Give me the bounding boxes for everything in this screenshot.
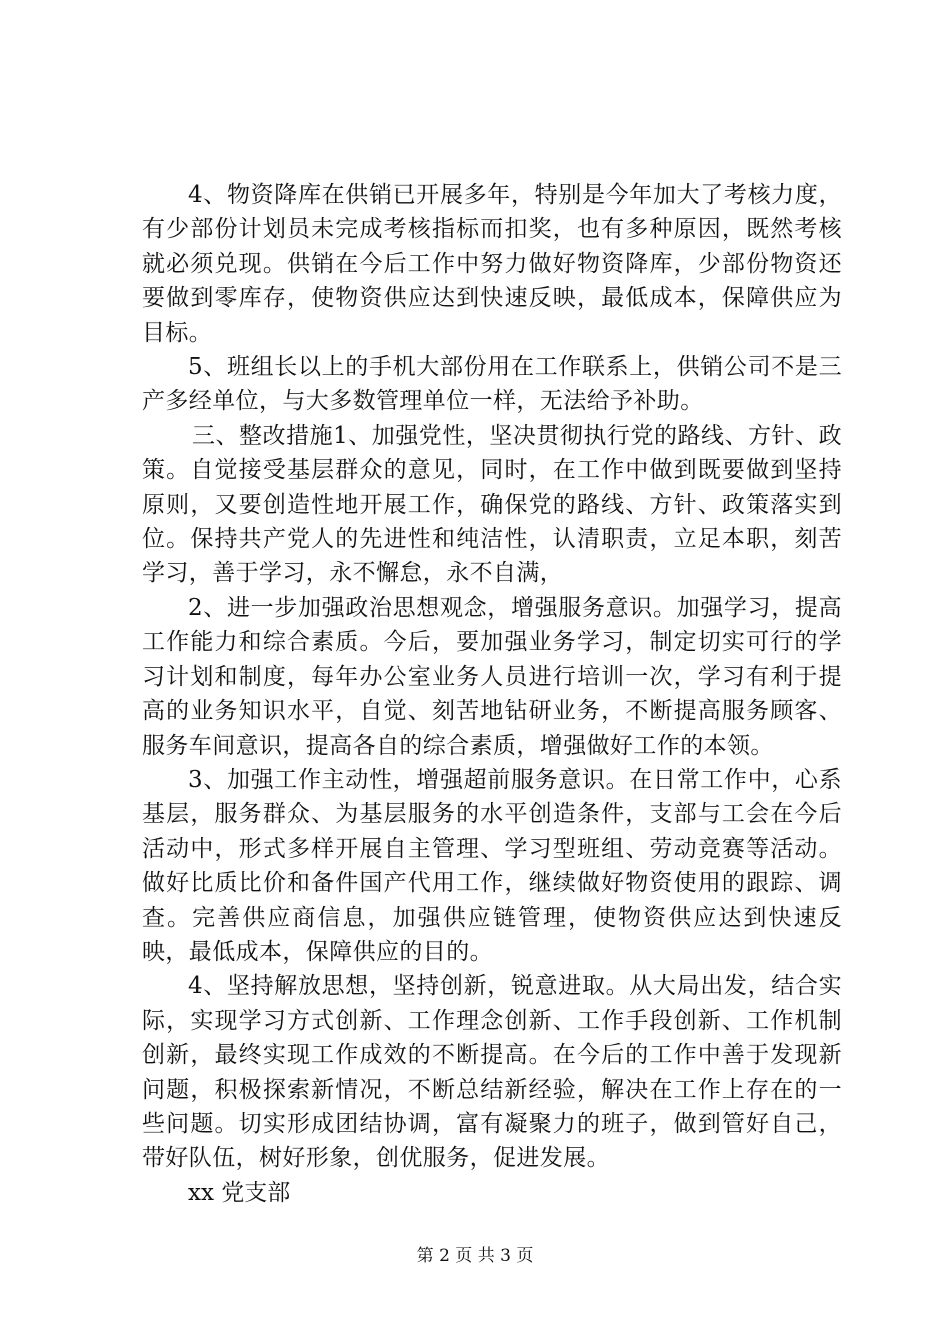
paragraph-material-inventory: 4、物资降库在供销已开展多年，特别是今年加大了考核力度，有少部份计划员未完成考核指标而扣奖，也有多种原因，既然考核就必须兑现。供销在今后工作中努力做好物资降库，少部份物资还要做到零库存，使物资供应达到快速反映，最低成本，保障供应为目标。 bbox=[142, 182, 842, 346]
paragraph-rectification-party-spirit: 三、整改措施1、加强党性，坚决贯彻执行党的路线、方针、政策。自觉接受基层群众的意见，同时，在工作中做到既要做到坚持原则，又要创造性地开展工作，确保党的路线、方针、政策落实到位。保持共产党人的先进性和纯洁性，认清职责，立足本职，刻苦学习，善于学习，永不懈怠，永不自满， bbox=[142, 422, 842, 587]
paragraph-innovation: 4、坚持解放思想，坚持创新，锐意进取。从大局出发，结合实际，实现学习方式创新、工作理念创新、工作手段创新、工作机制创新，最终实现工作成效的不断提高。在今后的工作中善于发现新问题，积极探索新情况，不断总结新经验，解决在工作上存在的一些问题。切实形成团结协调，富有凝聚力的班子，做到管好自己，带好队伍，树好形象，创优服务，促进发展。 bbox=[142, 973, 842, 1172]
paragraph-mobile-phone-subsidy: 5、班组长以上的手机大部份用在工作联系上，供销公司不是三产多经单位，与大多数管理单位一样，无法给予补助。 bbox=[142, 354, 842, 415]
document-body bbox=[142, 178, 842, 1210]
signature: xx 党支部 bbox=[188, 1179, 291, 1206]
page-footer: 第 2 页 共 3 页 bbox=[416, 1246, 534, 1266]
paragraph-political-thought: 2、进一步加强政治思想观念，增强服务意识。加强学习，提高工作能力和综合素质。今后，要加强业务学习，制定切实可行的学习计划和制度，每年办公室业务人员进行培训一次，学习有利于提高的业务知识水平，自觉、刻苦地钻研业务，不断提高服务顾客、服务车间意识，提高各自的综合素质，增强做好工作的本领。 bbox=[142, 594, 842, 759]
paragraph-work-initiative: 3、加强工作主动性，增强超前服务意识。在日常工作中，心系基层，服务群众、为基层服务的水平创造条件，支部与工会在今后活动中，形式多样开展自主管理、学习型班组、劳动竞赛等活动。做好比质比价和备件国产代用工作，继续做好物资使用的跟踪、调查。完善供应商信息，加强供应链管理，使物资供应达到快速反映，最低成本，保障供应的目的。 bbox=[142, 766, 842, 965]
